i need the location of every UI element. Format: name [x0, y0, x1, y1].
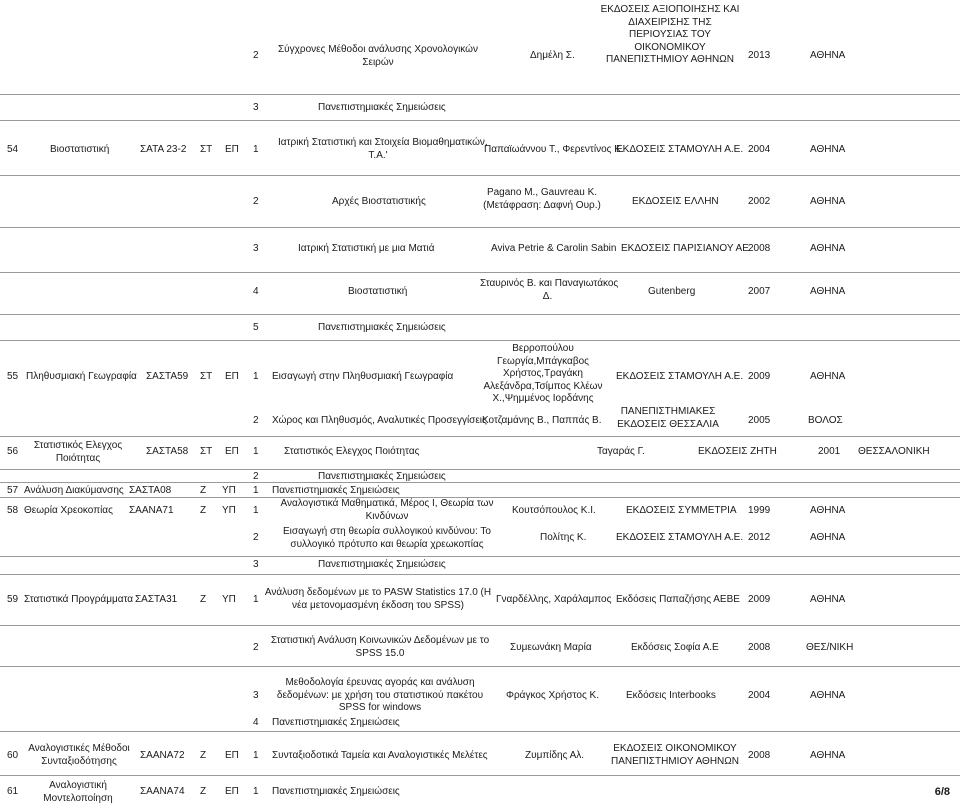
book-year: 2001	[818, 446, 841, 457]
course-number: 60	[7, 750, 19, 761]
row-seq: 2	[253, 415, 259, 426]
course-name: Θεωρία Χρεοκοπίας	[24, 505, 113, 516]
book-author: Συμεωνάκη Μαρία	[510, 642, 592, 653]
book-author	[475, 343, 611, 406]
course-name: Πληθυσμιακή Γεωγραφία	[26, 371, 137, 382]
publisher-line: ΕΚΔΟΣΕΙΣ ΘΕΣΣΑΛΙΑ	[617, 418, 719, 430]
book-title-line: συλλογικό πρότυπο και θεωρία χρεωκοπίας	[290, 538, 484, 550]
course-name-line: Αναλογιστικές Μέθοδοι	[28, 743, 130, 754]
book-title-line: Μεθοδολογία έρευνας αγοράς και ανάλυση	[285, 677, 475, 688]
row-separator	[0, 625, 960, 626]
book-title-line: Αναλογιστικά Μαθηματικά, Μέρος Ι, Θεωρία των	[280, 498, 494, 509]
book-title-line: Σειρών	[362, 56, 394, 68]
row-seq: 2	[253, 50, 259, 61]
book-publisher: Εκδόσεις Interbooks	[626, 690, 716, 701]
book-title-line: Σύγχρονες Μέθοδοι ανάλυσης Χρονολογικών	[278, 44, 478, 55]
row-separator	[0, 436, 960, 437]
book-city: ΑΘΗΝΑ	[810, 196, 846, 207]
book-city: ΒΟΛΟΣ	[808, 415, 843, 426]
course-code: ΣΑΑΝΑ74	[140, 786, 185, 797]
course-type: ΥΠ	[222, 594, 236, 605]
book-city: ΑΘΗΝΑ	[810, 594, 846, 605]
course-type: ΕΠ	[225, 144, 239, 155]
course-name-line: Αναλογιστική	[49, 780, 107, 791]
book-city: ΘΕΣΣΑΛΟΝΙΚΗ	[858, 446, 930, 457]
row-seq: 4	[253, 286, 259, 297]
book-year: 2008	[748, 750, 771, 761]
book-title: Βιοστατιστική	[348, 286, 408, 297]
course-kind: Ζ	[200, 786, 207, 797]
course-name	[28, 440, 128, 465]
course-code: ΣΑΣΤΑ58	[146, 446, 189, 457]
book-title-line: Στατιστική Ανάλυση Κοινωνικών Δεδομένων με το	[270, 635, 490, 646]
publisher-line: ΕΚΔΟΣΕΙΣ ΑΞΙΟΠΟΙΗΣΗΣ ΚΑΙ	[600, 4, 740, 15]
book-year: 2012	[748, 532, 771, 543]
course-number: 59	[7, 594, 19, 605]
course-name-line: Μοντελοποίηση	[43, 792, 113, 804]
book-title: Συνταξιοδοτικά Ταμεία και Αναλογιστικές Μελέτες	[272, 750, 488, 761]
book-year: 2004	[748, 690, 771, 701]
publisher-line: ΠΑΝΕΠΙΣΤΗΜΙΟΥ ΑΘΗΝΩΝ	[606, 54, 734, 65]
book-title: Πανεπιστημιακές Σημειώσεις	[318, 322, 446, 333]
book-title-line: Εισαγωγή στη θεωρία συλλογικού κινδύνου: Το	[283, 526, 491, 537]
book-city: ΑΘΗΝΑ	[810, 371, 846, 382]
row-seq: 2	[253, 642, 259, 653]
course-number: 56	[7, 446, 19, 457]
course-name-line: Συνταξιοδότησης	[41, 755, 117, 767]
row-separator	[0, 469, 960, 470]
row-separator	[0, 227, 960, 228]
book-city: ΑΘΗΝΑ	[810, 286, 846, 297]
course-kind: Ζ	[200, 485, 207, 496]
book-city: ΑΘΗΝΑ	[810, 750, 846, 761]
book-title: Πανεπιστημιακές Σημειώσεις	[318, 102, 446, 113]
row-separator	[0, 574, 960, 575]
book-publisher: Gutenberg	[648, 286, 696, 297]
publisher-line: ΠΕΡΙΟΥΣΙΑΣ ΤΟΥ	[629, 29, 711, 40]
book-title	[262, 677, 498, 715]
book-city: ΘΕΣ/ΝΙΚΗ	[806, 642, 854, 653]
course-ects: 1	[253, 750, 259, 761]
author-line: Pagano M., Gauvreau K.	[486, 187, 598, 198]
course-code: ΣΑΣΤΑ59	[146, 371, 189, 382]
course-ects: 1	[253, 594, 259, 605]
row-seq: 4	[253, 717, 259, 728]
book-city: ΑΘΗΝΑ	[810, 50, 846, 61]
book-title-line: δεδομένων: με χρήση του στατιστικού πακέτου	[276, 689, 484, 701]
row-separator	[0, 556, 960, 557]
book-title	[262, 587, 494, 612]
book-title-line: νέα μετονομασμένη έκδοση του SPSS)	[291, 599, 465, 611]
course-name	[28, 780, 128, 805]
course-ects: 1	[253, 485, 259, 496]
course-name: Ανάλυση Διακύμανσης	[24, 485, 124, 496]
book-title	[278, 44, 478, 69]
course-type: ΕΠ	[225, 786, 239, 797]
author-line: Χ.,Ψημμένος Ιορδάνης	[492, 393, 594, 404]
book-title: Αρχές Βιοστατιστικής	[332, 196, 426, 207]
book-publisher	[604, 743, 746, 768]
book-title: Στατιστικός Ελεγχος Ποιότητας	[284, 446, 420, 457]
book-title-line: Ανάλυση δεδομένων με το PASW Statistics 17.0 (Η	[264, 587, 492, 598]
book-author: Ταγαράς Γ.	[597, 446, 645, 457]
course-code: ΣΑΑΝΑ72	[140, 750, 185, 761]
course-kind: Ζ	[200, 594, 207, 605]
book-author: Κουτσόπουλος Κ.Ι.	[512, 505, 596, 516]
course-number: 55	[7, 371, 19, 382]
course-code: ΣΑΣΤΑ31	[135, 594, 178, 605]
book-title-line: SPSS for windows	[338, 702, 422, 713]
book-publisher: ΕΚΔΟΣΕΙΣ ΣΤΑΜΟΥΛΗ Α.Ε.	[616, 144, 744, 155]
book-publisher: Εκδόσεις Σοφία Α.Ε	[631, 642, 719, 653]
book-year: 2007	[748, 286, 771, 297]
book-publisher: Εκδόσεις Παπαζήσης ΑΕΒΕ	[616, 594, 740, 605]
course-name-line: Ποιότητας	[55, 452, 101, 464]
author-line: Σταυρινός Β. και Παναγιωτάκος	[480, 278, 619, 289]
row-separator	[0, 175, 960, 176]
row-seq: 2	[253, 532, 259, 543]
course-type: ΕΠ	[225, 446, 239, 457]
author-line: Χρήστος,Τραγάκη	[503, 368, 583, 379]
book-title	[262, 526, 512, 551]
publisher-line: ΟΙΚΟΝΟΜΙΚΟΥ	[634, 41, 706, 53]
course-kind: ΣΤ	[200, 371, 213, 382]
row-seq: 2	[253, 471, 259, 482]
row-seq: 5	[253, 322, 259, 333]
course-number: 58	[7, 505, 19, 516]
book-title: Πανεπιστημιακές Σημειώσεις	[272, 717, 400, 728]
book-year: 2009	[748, 594, 771, 605]
book-city: ΑΘΗΝΑ	[810, 243, 846, 254]
book-publisher: ΕΚΔΟΣΕΙΣ ΣΤΑΜΟΥΛΗ Α.Ε.	[616, 371, 744, 382]
course-type: ΕΠ	[225, 750, 239, 761]
book-author: Γναρδέλλης, Χαράλαμπος	[496, 594, 612, 605]
course-code: ΣΑΑΝΑ71	[129, 505, 174, 516]
course-name	[24, 743, 134, 768]
book-year: 2008	[748, 243, 771, 254]
book-publisher: ΕΚΔΟΣΕΙΣ ΣΤΑΜΟΥΛΗ Α.Ε.	[616, 532, 744, 543]
row-separator	[0, 731, 960, 732]
row-separator	[0, 482, 960, 483]
page-number: 6/8	[934, 786, 950, 799]
author-line: Δ.	[542, 290, 553, 302]
book-author: Παπαϊωάννου Τ., Φερεντίνος Κ.	[484, 144, 624, 155]
course-ects: 1	[253, 144, 259, 155]
book-author: Κοτζαμάνης Β., Παππάς Β.	[482, 415, 602, 426]
course-ects: 1	[253, 505, 259, 516]
book-title: Εισαγωγή στην Πληθυσμιακή Γεωγραφία	[272, 371, 454, 382]
book-author	[482, 187, 602, 212]
book-title-line: Ιατρική Στατιστική και Στοιχεία Βιομαθηματικών,	[278, 137, 488, 148]
course-type: ΕΠ	[225, 371, 239, 382]
author-line: Αλεξάνδρα,Τσίμπος Κλέων	[483, 380, 603, 392]
book-year: 1999	[748, 505, 771, 516]
book-year: 2009	[748, 371, 771, 382]
course-code: ΣΑΣΤΑ08	[129, 485, 172, 496]
book-year: 2005	[748, 415, 771, 426]
book-title: Πανεπιστημιακές Σημειώσεις	[318, 559, 446, 570]
course-ects: 1	[253, 446, 259, 457]
author-line: Βερροπούλου	[512, 343, 574, 354]
book-year: 2004	[748, 144, 771, 155]
book-title: Ιατρική Στατιστική με μια Ματιά	[298, 243, 435, 254]
book-author: Φράγκος Χρήστος Κ.	[506, 690, 599, 701]
book-publisher: ΕΚΔΟΣΕΙΣ ΣΥΜΜΕΤΡΙΑ	[626, 505, 737, 516]
row-separator	[0, 94, 960, 95]
course-number: 57	[7, 485, 19, 496]
author-line: Γεωργία,Μπάγκαβος	[497, 355, 589, 367]
book-title: Πανεπιστημιακές Σημειώσεις	[272, 485, 400, 496]
book-title-line: Κινδύνων	[365, 510, 409, 522]
book-title: Χώρος και Πληθυσμός, Αναλυτικές Προσεγγίσεις	[272, 415, 487, 426]
book-title	[264, 635, 496, 660]
book-author: Ζυμπίδης Αλ.	[525, 750, 585, 761]
course-kind: Ζ	[200, 505, 207, 516]
book-year: 2013	[748, 50, 771, 61]
book-title-line: SPSS 15.0	[355, 647, 405, 659]
row-seq: 3	[253, 559, 259, 570]
book-title	[262, 498, 512, 523]
book-author: Πολίτης Κ.	[540, 532, 587, 543]
course-ects: 1	[253, 786, 259, 797]
book-city: ΑΘΗΝΑ	[810, 505, 846, 516]
book-author	[480, 278, 619, 303]
row-separator	[0, 272, 960, 273]
row-separator	[0, 340, 960, 341]
course-type: ΥΠ	[222, 485, 236, 496]
book-city: ΑΘΗΝΑ	[810, 144, 846, 155]
book-publisher: ΕΚΔΟΣΕΙΣ ΖΗΤΗ	[698, 446, 777, 457]
publisher-line: ΔΙΑΧΕΙΡΙΣΗΣ ΤΗΣ	[628, 16, 712, 28]
publisher-line: ΠΑΝΕΠΙΣΤΗΜΙΟΥ ΑΘΗΝΩΝ	[611, 755, 739, 767]
course-kind: ΣΤ	[200, 446, 213, 457]
course-number: 61	[7, 786, 19, 797]
course-kind: ΣΤ	[200, 144, 213, 155]
book-title-line: Τ.Α.'	[368, 149, 388, 161]
book-publisher: ΕΚΔΟΣΕΙΣ ΠΑΡΙΣΙΑΝΟΥ ΑΕ	[621, 243, 749, 254]
course-ects: 1	[253, 371, 259, 382]
book-publisher: ΕΚΔΟΣΕΙΣ ΕΛΛΗΝ	[632, 196, 719, 207]
row-seq: 3	[253, 102, 259, 113]
row-seq: 3	[253, 243, 259, 254]
row-separator	[0, 314, 960, 315]
course-name: Στατιστικά Προγράμματα	[24, 594, 134, 605]
row-seq: 3	[253, 690, 259, 701]
publisher-line: ΠΑΝΕΠΙΣΤΗΜΙΑΚΕΣ	[620, 406, 716, 417]
course-number: 54	[7, 144, 19, 155]
book-year: 2008	[748, 642, 771, 653]
book-title: Πανεπιστημιακές Σημειώσεις	[318, 471, 446, 482]
book-publisher	[608, 406, 728, 431]
book-title: Πανεπιστημιακές Σημειώσεις	[272, 786, 400, 797]
course-kind: Ζ	[200, 750, 207, 761]
course-name-line: Στατιστικός Ελεγχος	[33, 440, 123, 451]
row-separator	[0, 120, 960, 121]
row-separator	[0, 775, 960, 776]
book-publisher	[600, 4, 740, 67]
course-type: ΥΠ	[222, 505, 236, 516]
row-seq: 2	[253, 196, 259, 207]
book-author: Aviva Petrie & Carolin Sabin	[491, 243, 617, 254]
book-city: ΑΘΗΝΑ	[810, 690, 846, 701]
book-author: Δημέλη Σ.	[530, 50, 575, 61]
row-separator	[0, 666, 960, 667]
book-year: 2002	[748, 196, 771, 207]
book-title	[278, 137, 488, 162]
course-code: ΣΑΤΑ 23-2	[140, 144, 187, 155]
publisher-line: ΕΚΔΟΣΕΙΣ ΟΙΚΟΝΟΜΙΚΟΥ	[613, 743, 737, 754]
course-name: Βιοστατιστική	[50, 144, 110, 155]
author-line: (Μετάφραση: Δαφνή Ουρ.)	[483, 199, 601, 211]
book-city: ΑΘΗΝΑ	[810, 532, 846, 543]
